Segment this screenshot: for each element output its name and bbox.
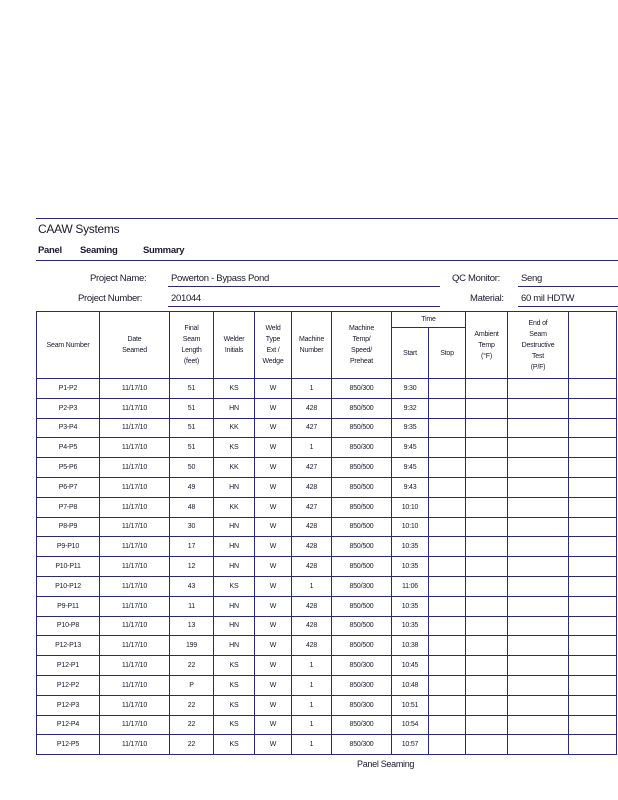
- empty-cell: [569, 477, 617, 497]
- welder-initials-cell: HN: [214, 616, 255, 636]
- header-start: Start: [392, 328, 429, 379]
- welder-initials-cell: KS: [214, 695, 255, 715]
- start-time-cell: 10:38: [392, 636, 429, 656]
- machine-temp-cell: 850/300: [332, 675, 392, 695]
- empty-cell: [466, 715, 508, 735]
- weld-type-cell: W: [255, 497, 292, 517]
- empty-cell: [429, 477, 466, 497]
- date-seamed-cell: 11/17/10: [100, 537, 170, 557]
- date-seamed-cell: 11/17/10: [100, 576, 170, 596]
- empty-cell: [429, 656, 466, 676]
- seam-number-cell: P12-P4: [37, 715, 100, 735]
- table-row: [37, 537, 617, 557]
- date-seamed-cell: 11/17/10: [100, 735, 170, 755]
- welder-initials-cell: KS: [214, 675, 255, 695]
- seam-rows: [37, 379, 617, 755]
- table-row: [37, 715, 617, 735]
- welder-initials-cell: HN: [214, 517, 255, 537]
- machine-temp-cell: 850/500: [332, 477, 392, 497]
- welder-initials-cell: KS: [214, 715, 255, 735]
- weld-type-cell: W: [255, 379, 292, 399]
- start-time-cell: 10:54: [392, 715, 429, 735]
- subtitle-summary: Summary: [143, 245, 185, 256]
- machine-temp-cell: 850/500: [332, 398, 392, 418]
- table-row: [37, 695, 617, 715]
- seam-number-cell: P12-P5: [37, 735, 100, 755]
- empty-cell: [466, 636, 508, 656]
- machine-temp-cell: 850/300: [332, 656, 392, 676]
- machine-temp-cell: 850/500: [332, 636, 392, 656]
- welder-initials-cell: KS: [214, 379, 255, 399]
- header-rule: [36, 218, 618, 219]
- project-number-label: Project Number:: [78, 293, 143, 304]
- empty-cell: [508, 497, 569, 517]
- seam-number-cell: P4-P5: [37, 438, 100, 458]
- welder-initials-cell: HN: [214, 537, 255, 557]
- empty-cell: [569, 596, 617, 616]
- machine-number-cell: 428: [292, 477, 332, 497]
- machine-number-cell: 1: [292, 695, 332, 715]
- material-label: Material:: [470, 293, 504, 304]
- final-length-cell: 199: [170, 636, 214, 656]
- seam-number-cell: P5-P6: [37, 458, 100, 478]
- date-seamed-cell: 11/17/10: [100, 695, 170, 715]
- start-time-cell: 10:45: [392, 656, 429, 676]
- machine-number-cell: 428: [292, 398, 332, 418]
- empty-cell: [466, 379, 508, 399]
- machine-number-cell: 1: [292, 675, 332, 695]
- machine-number-cell: 1: [292, 656, 332, 676]
- table-row: [37, 497, 617, 517]
- machine-number-cell: 428: [292, 537, 332, 557]
- empty-cell: [466, 596, 508, 616]
- start-time-cell: 10:10: [392, 517, 429, 537]
- machine-temp-cell: 850/500: [332, 458, 392, 478]
- date-seamed-cell: 11/17/10: [100, 517, 170, 537]
- start-time-cell: 9:32: [392, 398, 429, 418]
- seam-number-cell: P12-P3: [37, 695, 100, 715]
- final-length-cell: 43: [170, 576, 214, 596]
- welder-initials-cell: HN: [214, 477, 255, 497]
- company-name: CAAW Systems: [38, 222, 120, 236]
- machine-temp-cell: 850/300: [332, 438, 392, 458]
- start-time-cell: 9:45: [392, 438, 429, 458]
- final-length-cell: 51: [170, 379, 214, 399]
- date-seamed-cell: 11/17/10: [100, 438, 170, 458]
- start-time-cell: 10:48: [392, 675, 429, 695]
- empty-cell: [569, 675, 617, 695]
- empty-cell: [569, 576, 617, 596]
- empty-cell: [508, 695, 569, 715]
- weld-type-cell: W: [255, 636, 292, 656]
- project-number-value: 201044: [171, 293, 201, 304]
- machine-temp-cell: 850/500: [332, 557, 392, 577]
- empty-cell: [569, 379, 617, 399]
- empty-cell: [508, 398, 569, 418]
- empty-cell: [466, 477, 508, 497]
- empty-cell: [508, 458, 569, 478]
- header-destructive-test: End of Seam Destructive Test (P/F): [508, 312, 569, 379]
- welder-initials-cell: KK: [214, 418, 255, 438]
- empty-cell: [569, 398, 617, 418]
- start-time-cell: 10:35: [392, 557, 429, 577]
- material-value: 60 mil HDTW: [521, 293, 575, 304]
- final-length-cell: 51: [170, 398, 214, 418]
- weld-type-cell: W: [255, 715, 292, 735]
- empty-cell: [569, 636, 617, 656]
- empty-cell: [569, 695, 617, 715]
- date-seamed-cell: 11/17/10: [100, 636, 170, 656]
- project-number-underline: [168, 306, 440, 307]
- final-length-cell: P: [170, 675, 214, 695]
- weld-type-cell: W: [255, 656, 292, 676]
- seam-number-cell: P12-P13: [37, 636, 100, 656]
- final-length-cell: 22: [170, 695, 214, 715]
- machine-temp-cell: 850/300: [332, 695, 392, 715]
- seam-number-cell: P10-P12: [37, 576, 100, 596]
- date-seamed-cell: 11/17/10: [100, 398, 170, 418]
- welder-initials-cell: KS: [214, 735, 255, 755]
- final-length-cell: 12: [170, 557, 214, 577]
- date-seamed-cell: 11/17/10: [100, 656, 170, 676]
- empty-cell: [466, 497, 508, 517]
- final-length-cell: 13: [170, 616, 214, 636]
- table-row: [37, 735, 617, 755]
- weld-type-cell: W: [255, 695, 292, 715]
- empty-cell: [508, 438, 569, 458]
- seam-number-cell: P9-P10: [37, 537, 100, 557]
- table-row: [37, 675, 617, 695]
- weld-type-cell: W: [255, 517, 292, 537]
- table-row: [37, 656, 617, 676]
- header-blank: [569, 312, 617, 379]
- machine-number-cell: 428: [292, 517, 332, 537]
- table-row: [37, 379, 617, 399]
- machine-temp-cell: 850/500: [332, 497, 392, 517]
- empty-cell: [569, 616, 617, 636]
- subtitle-rule: [36, 260, 618, 261]
- final-length-cell: 11: [170, 596, 214, 616]
- start-time-cell: 9:30: [392, 379, 429, 399]
- weld-type-cell: W: [255, 735, 292, 755]
- machine-temp-cell: 850/300: [332, 379, 392, 399]
- empty-cell: [508, 379, 569, 399]
- header-final-length: Final Seam Length (feet): [170, 312, 214, 379]
- final-length-cell: 30: [170, 517, 214, 537]
- weld-type-cell: W: [255, 596, 292, 616]
- empty-cell: [508, 418, 569, 438]
- empty-cell: [466, 438, 508, 458]
- header-welder-initials: Welder Initials: [214, 312, 255, 379]
- date-seamed-cell: 11/17/10: [100, 497, 170, 517]
- empty-cell: [569, 458, 617, 478]
- empty-cell: [466, 458, 508, 478]
- seam-number-cell: P10-P8: [37, 616, 100, 636]
- empty-cell: [508, 616, 569, 636]
- header-stop: Stop: [429, 328, 466, 379]
- machine-number-cell: 428: [292, 616, 332, 636]
- empty-cell: [466, 398, 508, 418]
- empty-cell: [429, 537, 466, 557]
- machine-number-cell: 427: [292, 497, 332, 517]
- weld-type-cell: W: [255, 418, 292, 438]
- date-seamed-cell: 11/17/10: [100, 418, 170, 438]
- empty-cell: [429, 576, 466, 596]
- empty-cell: [569, 656, 617, 676]
- seaming-table: [36, 311, 617, 755]
- empty-cell: [429, 596, 466, 616]
- weld-type-cell: W: [255, 576, 292, 596]
- machine-temp-cell: 850/300: [332, 735, 392, 755]
- final-length-cell: 51: [170, 418, 214, 438]
- weld-type-cell: W: [255, 398, 292, 418]
- empty-cell: [508, 576, 569, 596]
- empty-cell: [466, 517, 508, 537]
- empty-cell: [466, 537, 508, 557]
- seam-number-cell: P1-P2: [37, 379, 100, 399]
- seam-number-cell: P9-P11: [37, 596, 100, 616]
- seam-number-cell: P2-P3: [37, 398, 100, 418]
- empty-cell: [569, 497, 617, 517]
- seam-number-cell: P12-P2: [37, 675, 100, 695]
- empty-cell: [466, 576, 508, 596]
- machine-temp-cell: 850/500: [332, 517, 392, 537]
- table-row: [37, 477, 617, 497]
- empty-cell: [569, 557, 617, 577]
- start-time-cell: 11:06: [392, 576, 429, 596]
- empty-cell: [429, 418, 466, 438]
- weld-type-cell: W: [255, 537, 292, 557]
- seam-number-cell: P3-P4: [37, 418, 100, 438]
- start-time-cell: 10:35: [392, 616, 429, 636]
- welder-initials-cell: KS: [214, 438, 255, 458]
- machine-temp-cell: 850/300: [332, 576, 392, 596]
- empty-cell: [569, 735, 617, 755]
- final-length-cell: 17: [170, 537, 214, 557]
- machine-number-cell: 1: [292, 576, 332, 596]
- machine-number-cell: 1: [292, 379, 332, 399]
- table-row: [37, 636, 617, 656]
- start-time-cell: 10:35: [392, 537, 429, 557]
- empty-cell: [429, 497, 466, 517]
- empty-cell: [508, 715, 569, 735]
- empty-cell: [508, 517, 569, 537]
- machine-temp-cell: 850/500: [332, 616, 392, 636]
- project-name-underline: [168, 286, 440, 287]
- weld-type-cell: W: [255, 477, 292, 497]
- empty-cell: [508, 537, 569, 557]
- empty-cell: [429, 735, 466, 755]
- machine-number-cell: 427: [292, 418, 332, 438]
- seam-number-cell: P12-P1: [37, 656, 100, 676]
- empty-cell: [429, 517, 466, 537]
- empty-cell: [466, 656, 508, 676]
- welder-initials-cell: KS: [214, 656, 255, 676]
- welder-initials-cell: HN: [214, 636, 255, 656]
- seam-number-cell: P8-P9: [37, 517, 100, 537]
- header-machine-temp: Machine Temp/ Speed/ Preheat: [332, 312, 392, 379]
- project-name-value: Powerton - Bypass Pond: [171, 273, 269, 284]
- header-seam-number: Seam Number: [37, 312, 100, 379]
- final-length-cell: 50: [170, 458, 214, 478]
- date-seamed-cell: 11/17/10: [100, 675, 170, 695]
- header-ambient-temp: Ambient Temp (°F): [466, 312, 508, 379]
- machine-temp-cell: 850/500: [332, 596, 392, 616]
- welder-initials-cell: HN: [214, 398, 255, 418]
- weld-type-cell: W: [255, 557, 292, 577]
- empty-cell: [569, 418, 617, 438]
- header-weld-type: Weld Type Ext / Wedge: [255, 312, 292, 379]
- start-time-cell: 10:51: [392, 695, 429, 715]
- empty-cell: [429, 675, 466, 695]
- header-machine-number: Machine Number: [292, 312, 332, 379]
- seam-number-cell: P10-P11: [37, 557, 100, 577]
- date-seamed-cell: 11/17/10: [100, 616, 170, 636]
- final-length-cell: 49: [170, 477, 214, 497]
- empty-cell: [466, 616, 508, 636]
- machine-temp-cell: 850/500: [332, 537, 392, 557]
- start-time-cell: 10:57: [392, 735, 429, 755]
- start-time-cell: 9:45: [392, 458, 429, 478]
- start-time-cell: 9:35: [392, 418, 429, 438]
- welder-initials-cell: KS: [214, 576, 255, 596]
- table-row: [37, 576, 617, 596]
- empty-cell: [508, 735, 569, 755]
- table-row: [37, 458, 617, 478]
- machine-number-cell: 427: [292, 458, 332, 478]
- machine-number-cell: 1: [292, 735, 332, 755]
- empty-cell: [466, 418, 508, 438]
- welder-initials-cell: HN: [214, 557, 255, 577]
- empty-cell: [466, 735, 508, 755]
- date-seamed-cell: 11/17/10: [100, 557, 170, 577]
- final-length-cell: 22: [170, 715, 214, 735]
- date-seamed-cell: 11/17/10: [100, 379, 170, 399]
- qc-monitor-value: Seng: [521, 273, 542, 284]
- weld-type-cell: W: [255, 458, 292, 478]
- machine-number-cell: 1: [292, 715, 332, 735]
- weld-type-cell: W: [255, 675, 292, 695]
- table-row: [37, 596, 617, 616]
- table-row: [37, 517, 617, 537]
- start-time-cell: 10:35: [392, 596, 429, 616]
- empty-cell: [429, 715, 466, 735]
- seam-number-cell: P7-P8: [37, 497, 100, 517]
- date-seamed-cell: 11/17/10: [100, 477, 170, 497]
- empty-cell: [569, 438, 617, 458]
- table-row: [37, 418, 617, 438]
- empty-cell: [569, 517, 617, 537]
- empty-cell: [508, 477, 569, 497]
- empty-cell: [429, 458, 466, 478]
- empty-cell: [429, 636, 466, 656]
- table-row: [37, 398, 617, 418]
- start-time-cell: 9:43: [392, 477, 429, 497]
- weld-type-cell: W: [255, 616, 292, 636]
- project-name-label: Project Name:: [90, 273, 147, 284]
- machine-number-cell: 428: [292, 636, 332, 656]
- date-seamed-cell: 11/17/10: [100, 715, 170, 735]
- welder-initials-cell: KK: [214, 458, 255, 478]
- machine-number-cell: 428: [292, 596, 332, 616]
- header-time: Time: [392, 312, 466, 328]
- empty-cell: [466, 557, 508, 577]
- start-time-cell: 10:10: [392, 497, 429, 517]
- empty-cell: [466, 695, 508, 715]
- subtitle-panel: Panel: [38, 245, 62, 256]
- welder-initials-cell: KK: [214, 497, 255, 517]
- empty-cell: [508, 636, 569, 656]
- footer-label: Panel Seaming: [357, 759, 415, 769]
- machine-number-cell: 1: [292, 438, 332, 458]
- empty-cell: [429, 438, 466, 458]
- qc-monitor-underline: [518, 286, 618, 287]
- empty-cell: [466, 675, 508, 695]
- seam-number-cell: P6-P7: [37, 477, 100, 497]
- date-seamed-cell: 11/17/10: [100, 596, 170, 616]
- empty-cell: [508, 596, 569, 616]
- header-date-seamed: Date Seamed: [100, 312, 170, 379]
- final-length-cell: 22: [170, 735, 214, 755]
- empty-cell: [429, 557, 466, 577]
- table-row: [37, 616, 617, 636]
- empty-cell: [569, 537, 617, 557]
- empty-cell: [429, 616, 466, 636]
- empty-cell: [508, 557, 569, 577]
- empty-cell: [429, 695, 466, 715]
- weld-type-cell: W: [255, 438, 292, 458]
- final-length-cell: 22: [170, 656, 214, 676]
- table-row: [37, 557, 617, 577]
- empty-cell: [429, 398, 466, 418]
- welder-initials-cell: HN: [214, 596, 255, 616]
- final-length-cell: 51: [170, 438, 214, 458]
- empty-cell: [569, 715, 617, 735]
- date-seamed-cell: 11/17/10: [100, 458, 170, 478]
- empty-cell: [429, 379, 466, 399]
- final-length-cell: 48: [170, 497, 214, 517]
- empty-cell: [508, 675, 569, 695]
- subtitle-seaming: Seaming: [80, 245, 118, 256]
- machine-temp-cell: 850/300: [332, 715, 392, 735]
- material-underline: [518, 306, 618, 307]
- table-row: [37, 438, 617, 458]
- machine-temp-cell: 850/500: [332, 418, 392, 438]
- empty-cell: [508, 656, 569, 676]
- qc-monitor-label: QC Monitor:: [452, 273, 500, 284]
- machine-number-cell: 428: [292, 557, 332, 577]
